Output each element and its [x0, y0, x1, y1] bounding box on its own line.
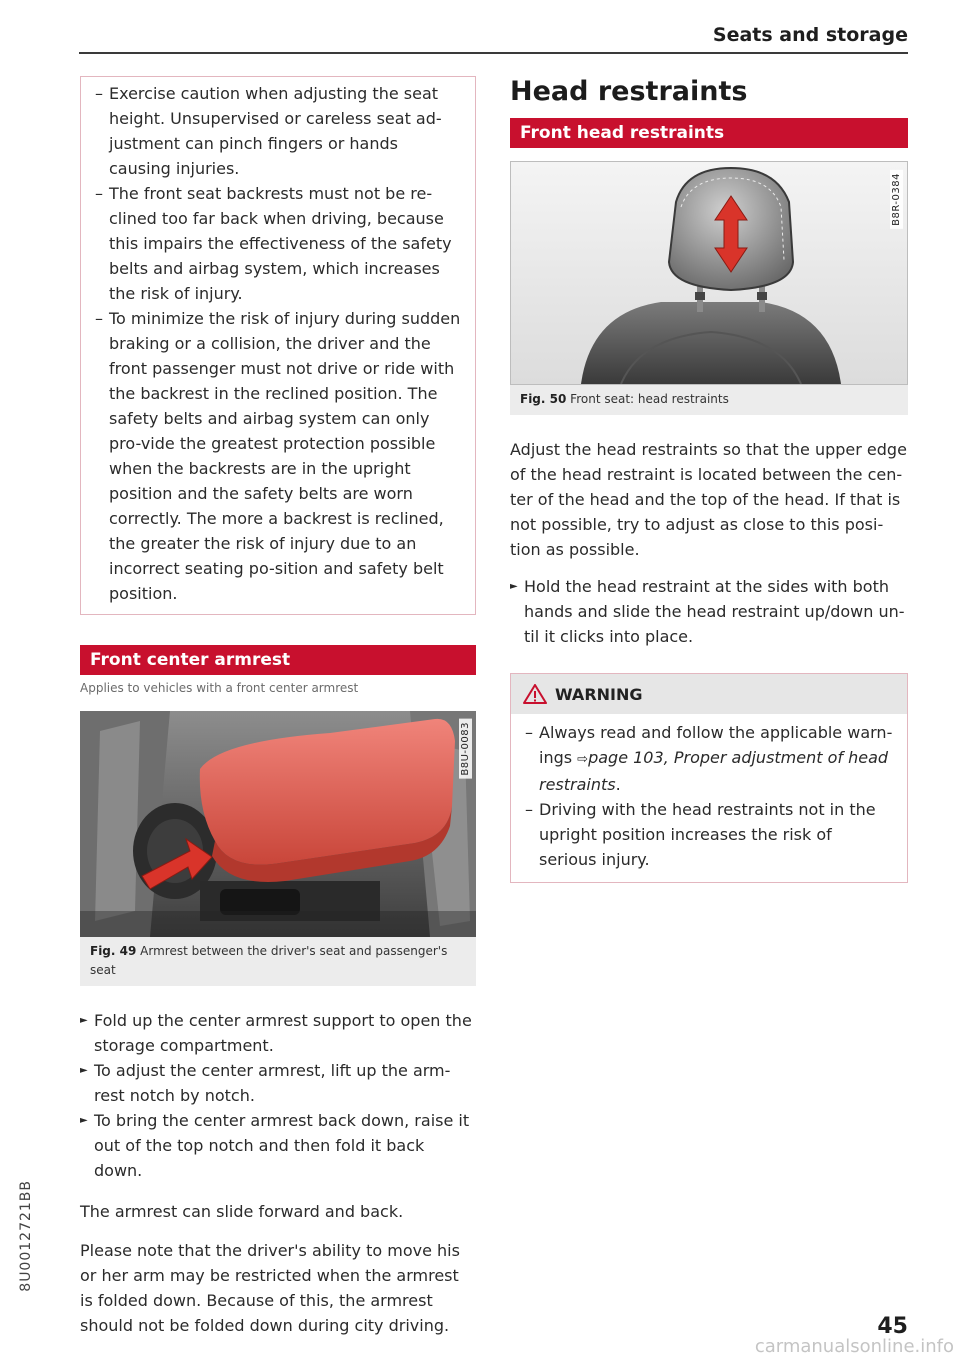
- step-item: ► Hold the head restraint at the sides with both hands and slide the head restraint up/down un-til it clicks into place.: [510, 574, 908, 649]
- figure-50-label: Fig. 50: [520, 392, 567, 406]
- figure-50-caption: [510, 385, 908, 415]
- xref-arrow-icon: ⇨: [577, 752, 589, 767]
- right-column: [510, 76, 908, 883]
- section-header: Seats and storage: [712, 24, 908, 46]
- caution-item: – To minimize the risk of injury during sudden braking or a collision, the driver and the front passenger must not drive or ride with the backrest in the reclined position. The safety belts and airbag system can only pro-vide the greatest protection possible when the backrests are in the upright position and the safety belts are worn correctly. The more a backrest is reclined, the greater the risk of injury due to an incorrect seating po-sition and safety belt position.: [95, 306, 461, 606]
- warning-header: [511, 674, 907, 714]
- armrest-para-2: Please note that the driver's ability to move his or her arm may be restricted when the armrest is folded down. Because of this, the armrest should not be folded down during city driving.: [80, 1241, 460, 1335]
- head-restraint-illustration: [511, 162, 907, 384]
- header-rule: [79, 52, 908, 54]
- page-number: 45: [877, 1314, 908, 1339]
- head-restraint-steps: [510, 574, 908, 649]
- figure-49-caption: [80, 937, 476, 986]
- step-item: ► Fold up the center armrest support to open the storage compartment.: [80, 1008, 476, 1058]
- warning-text-suffix: .: [615, 775, 621, 794]
- figure-49-image: [80, 711, 476, 937]
- warning-item: [525, 720, 893, 797]
- warning-title: WARNING: [555, 684, 643, 704]
- step-item: ► To adjust the center armrest, lift up the arm-rest notch by notch.: [80, 1058, 476, 1108]
- front-head-restraints-heading: Front head restraints: [510, 118, 908, 148]
- figure-50-code: B8R-0384: [890, 170, 903, 229]
- caution-item: – The front seat backrests must not be re-clined too far back when driving, because this impairs the effectiveness of the safety belts and airbag system, which increases the risk of injury.: [95, 181, 461, 306]
- left-column: [80, 76, 476, 1338]
- armrest-heading: Front center armrest: [80, 645, 476, 675]
- warning-body: [511, 714, 907, 882]
- armrest-para-1: The armrest can slide forward and back.: [80, 1202, 404, 1221]
- step-item: ► To bring the center armrest back down, raise it out of the top notch and then fold it back down.: [80, 1108, 476, 1183]
- armrest-steps: [80, 1008, 476, 1183]
- warning-triangle-icon: [523, 684, 547, 704]
- figure-49-code: B8U-0083: [459, 719, 472, 779]
- warning-item: – Driving with the head restraints not in the upright position increases the risk of serious injury.: [525, 797, 893, 872]
- figure-49-caption-text: Armrest between the driver's seat and passenger's seat: [90, 944, 448, 977]
- caution-box: [80, 76, 476, 615]
- head-restraint-para: Adjust the head restraints so that the upper edge of the head restraint is located between the cen-ter of the head and the top of the head. If that is not possible, try to adjust as close to this posi-tion as possible.: [510, 440, 907, 559]
- warning-text: Always read and follow the applicable warn-ings: [539, 723, 893, 767]
- figure-50-caption-text: Front seat: head restraints: [570, 392, 729, 406]
- figure-50-image: [510, 161, 908, 385]
- armrest-illustration: [80, 711, 476, 937]
- applies-note: Applies to vehicles with a front center armrest: [80, 681, 359, 695]
- warning-box: [510, 673, 908, 883]
- page-title: Head restraints: [510, 76, 748, 107]
- caution-item: – Exercise caution when adjusting the seat height. Unsupervised or careless seat ad-justment can pinch fingers or hands causing injuries.: [95, 81, 461, 181]
- page-reference-link[interactable]: page 103, Proper adjustment of head restraints: [539, 748, 889, 794]
- watermark: carmanualsonline.info: [754, 1336, 954, 1357]
- document-code: 8U0012721BB: [18, 1180, 34, 1292]
- figure-49-label: Fig. 49: [90, 944, 137, 958]
